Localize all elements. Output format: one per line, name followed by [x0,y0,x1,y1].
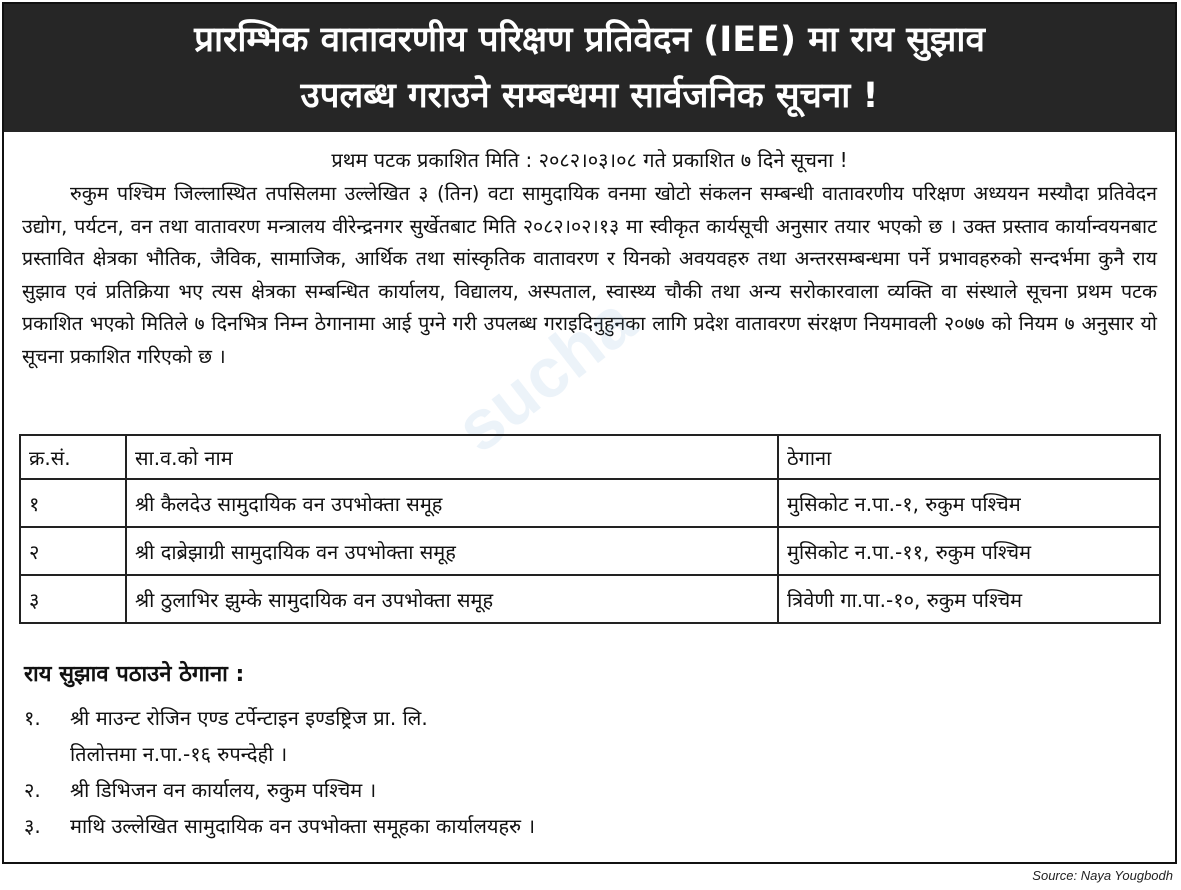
table-row [20,527,1160,575]
notice-header [4,4,1175,132]
list-item [24,808,535,844]
publication-date-line: प्रथम पटक प्रकाशित मिति : २०८२।०३।०८ गते प्रकाशित ७ दिने सूचना ! [331,148,848,172]
watermark-text: sucha [441,280,649,468]
row-serial: २ [20,527,126,575]
row-address: त्रिवेणी गा.पा.-१०, रुकुम पश्चिम [778,575,1160,623]
header-line-2: उपलब्ध गराउने सम्बन्धमा सार्वजनिक सूचना ! [300,76,879,116]
list-item-line: श्री माउन्ट रोजिन एण्ड टर्पेन्टाइन इण्डष्ट्रिज प्रा. लि. [70,706,428,730]
table-row [20,479,1160,527]
header-forest-name: सा.व.को नाम [126,435,778,479]
source-credit: Source: Naya Yougbodh [1032,868,1173,883]
notice-body-paragraph: रुकुम पश्चिम जिल्लास्थित तपसिलमा उल्लेखित ३ (तिन) वटा सामुदायिक वनमा खोटो संकलन सम्बन्धी वातावरणीय परिक्षण अध्ययन मस्यौदा प्रतिवेदन उद्योग, पर्यटन, वन तथा वातावरण मन्त्रालय वीरेन्द्रनगर सुर्खेतबाट मिति २०८२।०२।१३ मा स्वीकृत कार्यसूची अनुसार तयार भएको छ । उक्त प्रस्ताव कार्यान्वयनबाट प्रस्तावित क्षेत्रका भौतिक, जैविक, सामाजिक, आर्थिक तथा सांस्कृतिक वातावरण र यिनको अवयवहरु तथा अन्तरसम्बन्धमा पर्ने प्रभावहरुको सन्दर्भमा कुनै राय सुझाव एवं प्रतिक्रिया भए त्यस क्षेत्रका सम्बन्धित कार्यालय, विद्यालय, अस्पताल, स्वास्थ्य चौकी तथा अन्य सरोकारवाला व्यक्ति वा संस्थाले सूचना प्रथम पटक प्रकाशित भएको मितिले ७ दिनभित्र निम्न ठेगानामा आई पुग्ने गरी उपलब्ध गराइदिनुहुनका लागि प्रदेश वातावरण संरक्षण नियमावली २०७७ को नियम ७ अनुसार यो सूचना प्रकाशित गरिएको छ । [22,182,1157,368]
suggestion-address-title: राय सुझाव पठाउने ठेगाना : [24,662,245,687]
row-serial: १ [20,479,126,527]
header-address: ठेगाना [778,435,1160,479]
forest-groups-table [19,434,1161,624]
row-address: मुसिकोट न.पा.-१, रुकुम पश्चिम [778,479,1160,527]
list-item-line: तिलोत्तमा न.पा.-१६ रुपन्देही । [70,742,288,766]
row-forest-name: श्री ठुलाभिर झुम्के सामुदायिक वन उपभोक्ता समूह [126,575,778,623]
row-forest-name: श्री दाब्रेझाग्री सामुदायिक वन उपभोक्ता समूह [126,527,778,575]
list-item-number: २. [24,778,41,802]
list-item-number: १. [24,706,41,730]
list-item-line: माथि उल्लेखित सामुदायिक वन उपभोक्ता समूहका कार्यालयहरु । [70,814,536,838]
list-item [24,700,535,772]
table-header-row [20,435,1160,479]
address-list [24,700,535,844]
header-serial: क्र.सं. [20,435,126,479]
list-item-number: ३. [24,814,41,838]
header-line-1: प्रारम्भिक वातावरणीय परिक्षण प्रतिवेदन (IEE) मा राय सुझाव [194,20,985,60]
list-item [24,772,535,808]
list-item-line: श्री डिभिजन वन कार्यालय, रुकुम पश्चिम । [70,778,377,802]
table-row [20,575,1160,623]
row-serial: ३ [20,575,126,623]
row-address: मुसिकोट न.पा.-११, रुकुम पश्चिम [778,527,1160,575]
row-forest-name: श्री कैलदेउ सामुदायिक वन उपभोक्ता समूह [126,479,778,527]
